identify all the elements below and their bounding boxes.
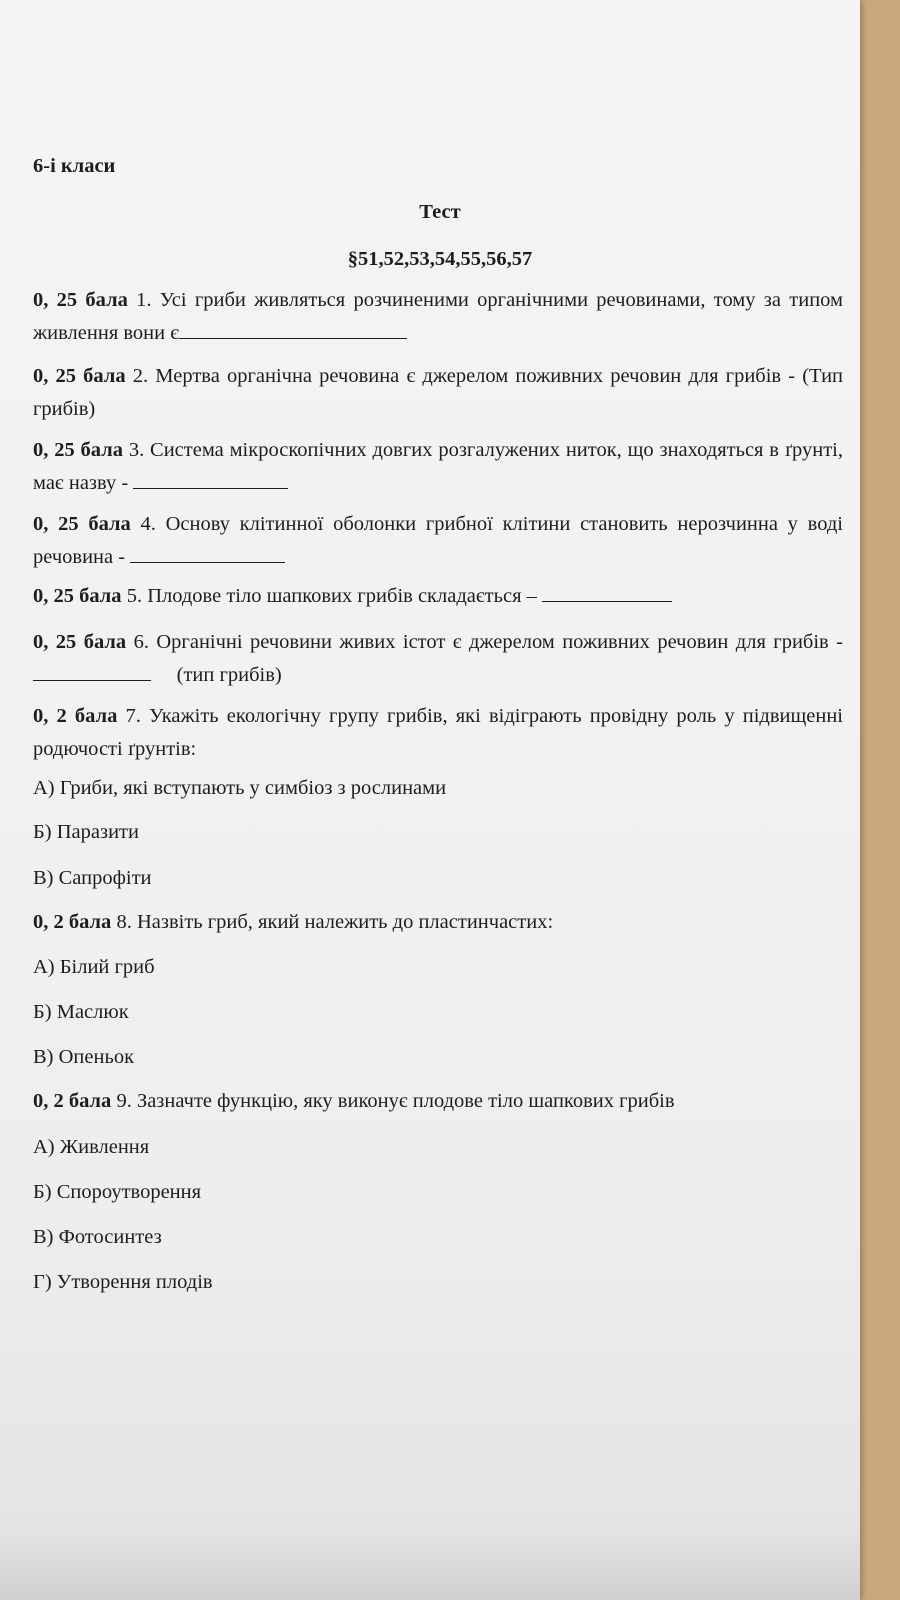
question-points: 0, 2 бала bbox=[33, 1090, 112, 1112]
question-points: 0, 25 бала bbox=[33, 365, 126, 387]
question-text: 1. Усі гриби живляться розчиненими органічними речовинами, тому за типом живлення вони є bbox=[33, 289, 843, 344]
question-points: 0, 25 бала bbox=[33, 585, 122, 607]
q7-option-b: Б) Паразити bbox=[33, 821, 139, 843]
q8-option-c: В) Опеньок bbox=[33, 1046, 135, 1068]
question-text: 3. Система мікроскопічних довгих розгалужених ниток, що знаходяться в ґрунті, має назву - bbox=[33, 439, 844, 494]
answer-blank bbox=[33, 679, 151, 681]
question-hint: (тип грибів) bbox=[151, 664, 282, 686]
q9-option-a: А) Живлення bbox=[33, 1136, 150, 1158]
question-points: 0, 25 бала bbox=[33, 513, 131, 535]
q7-option-c: В) Сапрофіти bbox=[33, 867, 152, 889]
question-2 bbox=[33, 360, 843, 426]
q8-option-a: А) Білий гриб bbox=[33, 956, 155, 978]
question-7 bbox=[33, 700, 843, 766]
question-4 bbox=[33, 508, 843, 574]
question-points: 0, 25 бала bbox=[33, 631, 127, 653]
question-1 bbox=[33, 284, 843, 350]
question-text: 7. Укажіть екологічну групу грибів, які відіграють провідну роль у підвищенні родючості ґрунтів: bbox=[33, 705, 843, 760]
answer-blank bbox=[179, 337, 407, 339]
question-text: 4. Основу клітинної оболонки грибної клітини становить нерозчинна у воді речовина - bbox=[33, 513, 843, 568]
question-points: 0, 2 бала bbox=[33, 911, 112, 933]
question-text: 8. Назвіть гриб, який належить до пластинчастих: bbox=[111, 911, 554, 933]
answer-blank bbox=[130, 561, 285, 563]
q9-option-b: Б) Спороутворення bbox=[33, 1181, 202, 1203]
question-9 bbox=[33, 1085, 675, 1118]
question-6 bbox=[33, 626, 843, 692]
question-8 bbox=[33, 906, 553, 939]
grade-label: 6-і класи bbox=[33, 155, 116, 177]
paper-shadow bbox=[0, 1525, 860, 1600]
question-5 bbox=[33, 580, 672, 613]
answer-blank bbox=[542, 600, 672, 602]
question-points: 0, 25 бала bbox=[33, 439, 123, 461]
q7-option-a: А) Гриби, які вступають у симбіоз з рослинами bbox=[33, 777, 447, 799]
question-text: 2. Мертва органічна речовина є джерелом поживних речовин для грибів - (Тип грибів) bbox=[33, 365, 844, 420]
answer-blank bbox=[133, 487, 288, 489]
question-points: 0, 2 бала bbox=[33, 705, 118, 727]
q9-option-d: Г) Утворення плодів bbox=[33, 1271, 213, 1293]
question-text: 5. Плодове тіло шапкових грибів складається – bbox=[121, 585, 542, 607]
question-text: 9. Зазначте функцію, яку виконує плодове тіло шапкових грибів bbox=[111, 1090, 675, 1112]
q9-option-c: В) Фотосинтез bbox=[33, 1226, 162, 1248]
question-text: 6. Органічні речовини живих істот є джерелом поживних речовин для грибів - bbox=[126, 631, 843, 653]
question-points: 0, 25 бала bbox=[33, 289, 128, 311]
q8-option-b: Б) Маслюк bbox=[33, 1001, 129, 1023]
question-3 bbox=[33, 434, 843, 500]
sections-list: §51,52,53,54,55,56,57 bbox=[347, 248, 533, 270]
test-title: Тест bbox=[419, 201, 461, 223]
